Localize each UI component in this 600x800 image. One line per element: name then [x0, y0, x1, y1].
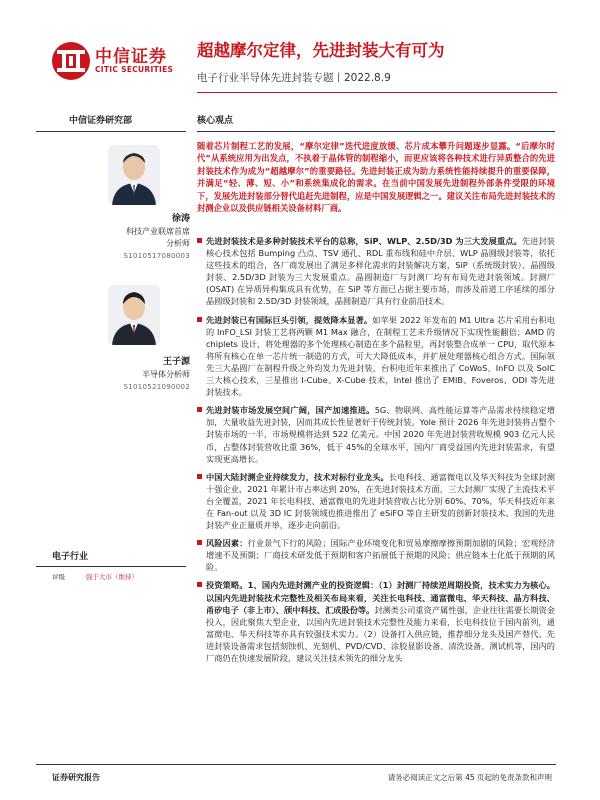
point-body: 封测类公司重资产属性强，企业往往需要长期资金投入，因此聚焦大型企业，以国内先进封装技术完整性及能力来看，长电科技位于国内前列，通富微电、华天科技等亦具有较强技术实力。（2）设备打入供应链，推荐细分龙头及国产替代。先进封装设备需求包括刻蚀机、光刻机、PVD/CVD、涂胶显影设备、清洗设备、测试机等，国内的厂商仍在快速发展阶段，建议关注技术领先的细分龙头: [206, 604, 555, 663]
header-divider: [197, 92, 557, 93]
bullet-square-icon: [197, 317, 202, 322]
list-item: [197, 314, 555, 399]
list-item: [197, 537, 555, 573]
analyst-photo: [108, 285, 160, 345]
industry-block: [36, 549, 186, 567]
bullet-square-icon: [197, 540, 202, 545]
point-body: 先进封装核心技术包括 Bumping 凸点、TSV 通孔、RDL 重布线和硅中介层、WLP 晶圆级封装等，依托这些技术的组合，各厂商发展出了满足多样化需求的封装解决方案，SiP（系统级封装）、晶圆级封装、2.5D/3D 封装为三大发展重点。晶圆制造厂与封测厂均有布局先进封装领域。封测厂(OSAT) 在异质异构集成具有优势，在 SiP 等方面已占据主要市场，而涉及前道工序延续的部分晶圆级封装和 2.5D/3D 封装领域，晶圆制造厂具有行业前沿技术。: [206, 236, 555, 307]
list-item: [197, 471, 555, 531]
report-header: [0, 0, 600, 110]
point-heading: 投资策略。1、国内先进封测产业的投资逻辑：（1）封测厂持续逆周期投资，技术实力为核心。以国内先进封装技术完整性及相关布局来看，关注长电科技、通富微电、华天科技、晶方科技、甬矽电子（非上市）、颀中科技、汇成股份等。: [206, 580, 555, 615]
key-points-list: [197, 235, 555, 670]
analyst-role: 分析师: [166, 239, 190, 248]
brand-name-en: CITIC SECURITIES: [95, 65, 174, 74]
industry-divider: [36, 566, 186, 567]
rating-label: 评级: [52, 573, 65, 581]
analyst-role: 科技产业联席首席: [126, 227, 190, 236]
footer-disclaimer: 请务必阅读正文之后第 45 页起的免责条款和声明: [387, 773, 552, 782]
core-views-heading: 核心观点: [197, 116, 234, 126]
analyst-license-id: S1010521090002: [123, 383, 190, 391]
industry-name: 电子行业: [52, 552, 89, 562]
list-item: [197, 235, 555, 308]
rating-value: 强于大市（维持）: [86, 573, 138, 581]
brand-name-cn: 中信证券: [95, 47, 167, 67]
analyst-card: [70, 213, 190, 262]
citic-logo-icon: [52, 42, 90, 80]
point-body: 长电科技、通富微电以及华天科技为全球封测十强企业，2021 年累计市占率达到 20%，在先进封装技术方面，三大封测厂实现了主流技术平台全覆盖，2021 年长电科技、通富微电的先进封装营收占比分别 60%、70%，华天科技近年来在 Fan-out 以及 3D IC 封装领域也推进推出了 eSiFO 等自主研发的创新封装技术。我国的先进封装产业正量质并举，逐步走向前沿。: [206, 471, 556, 531]
bullet-square-icon: [197, 238, 202, 243]
analyst-role: 半导体分析师: [142, 370, 190, 379]
analyst-name: 王子源: [162, 357, 190, 367]
right-section-divider: [197, 131, 555, 132]
list-item: [197, 579, 555, 664]
point-body: 行业景气下行的风险；国际产业环境变化和贸易摩擦摩擦预期加剧的风险；宏观经济增速不及预期；厂商技术研发低于预期和客户拓展低于预期的风险；供应链本土化低于预期的风险。: [206, 538, 555, 573]
research-dept-label: 中信证券研究部: [69, 116, 133, 126]
report-title: 超越摩尔定律，先进封装大有可为: [197, 41, 445, 60]
list-item: [197, 404, 555, 464]
bullet-square-icon: [197, 407, 202, 412]
analyst-license-id: S1010517080003: [123, 252, 190, 260]
footer-doc-type: 证券研究报告: [52, 773, 100, 782]
report-subtitle: 电子行业半导体先进封装专题丨2022.8.9: [197, 72, 391, 84]
point-heading: 先进封装市场发展空间广阔，国产加速推进。: [206, 405, 375, 416]
bullet-square-icon: [197, 474, 202, 479]
point-heading: 风险因素：: [206, 538, 248, 549]
analyst-photo: [108, 145, 160, 205]
footer-divider: [36, 764, 556, 765]
point-heading: 先进封装技术是多种封装技术平台的总称，SiP、WLP、2.5D/3D 为三大发展重点。: [206, 236, 522, 246]
point-heading: 中国大陆封测企业持续发力，技术对标行业龙头。: [206, 471, 389, 482]
analyst-name: 徐涛: [171, 214, 190, 224]
analyst-card: [70, 356, 190, 393]
core-views-summary: 随着芯片制程工艺的发展，“摩尔定律”迭代进度放缓、芯片成本攀升问题逐步显露。“后摩尔时代”从系统应用为出发点，不执着于晶体管的制程缩小，而更应该将各种技术进行异质整合的先进封装技术作为成为“超越摩尔”的重要路径。先进封装正成为助力系统性能持续提升的重要保障，并满足“轻、薄、短、小”和系统集成化的需求。在当前中国发展先进制程外部条件受限的环境下，发展先进封装部分替代追赶先进制程，应是中国发展逻辑之一。建议关注布局先进封装技术的封测企业以及供应链相关设备材料厂商。: [197, 141, 555, 214]
point-body: 如苹果 2022 年发布的 M1 Ultra 芯片采用台积电的 InFO_LSI 封装工艺将两颗 M1 Max 融合，在制程工艺未升级情况下实现性能翻倍；AMD 的 chiplets 设计，将处理器的多个处理核心制造在多个晶粒里，再封装整合成单一 CPU，取代原本将所有核心在单一芯片统一制造的方式，可大大降低成本，并扩展处理器核心组合方式。国际领先三大晶圆厂在制程升级之外均发力先进封装，台积电近年来推出了 CoWoS、InFO 以及 SoIC 三大核心技术，三星推出 I-Cube、X-Cube 技术，Intel 推出了 EMIB、Foveros、ODI 等先进封装技术。: [206, 314, 555, 398]
point-heading: 先进封装已有国际巨头引领，提效降本显著。: [206, 314, 373, 325]
left-section-divider: [36, 131, 186, 132]
bullet-square-icon: [197, 582, 202, 587]
point-body: 5G、物联网、高性能运算等产品需求持续稳定增加，大量收益先进封装，因而其成长性显著好于传统封装。Yole 预计 2026 年先进封装将占整个封装市场的一半，市场规模将达到 522 亿美元。中国 2020 年先进封装营收规模 903 亿元人民币，占整体封装营收比重 36%，低于 45%的全球水平，国内厂商受益国内先进封装需求，有望实现更高增长。: [206, 405, 555, 464]
